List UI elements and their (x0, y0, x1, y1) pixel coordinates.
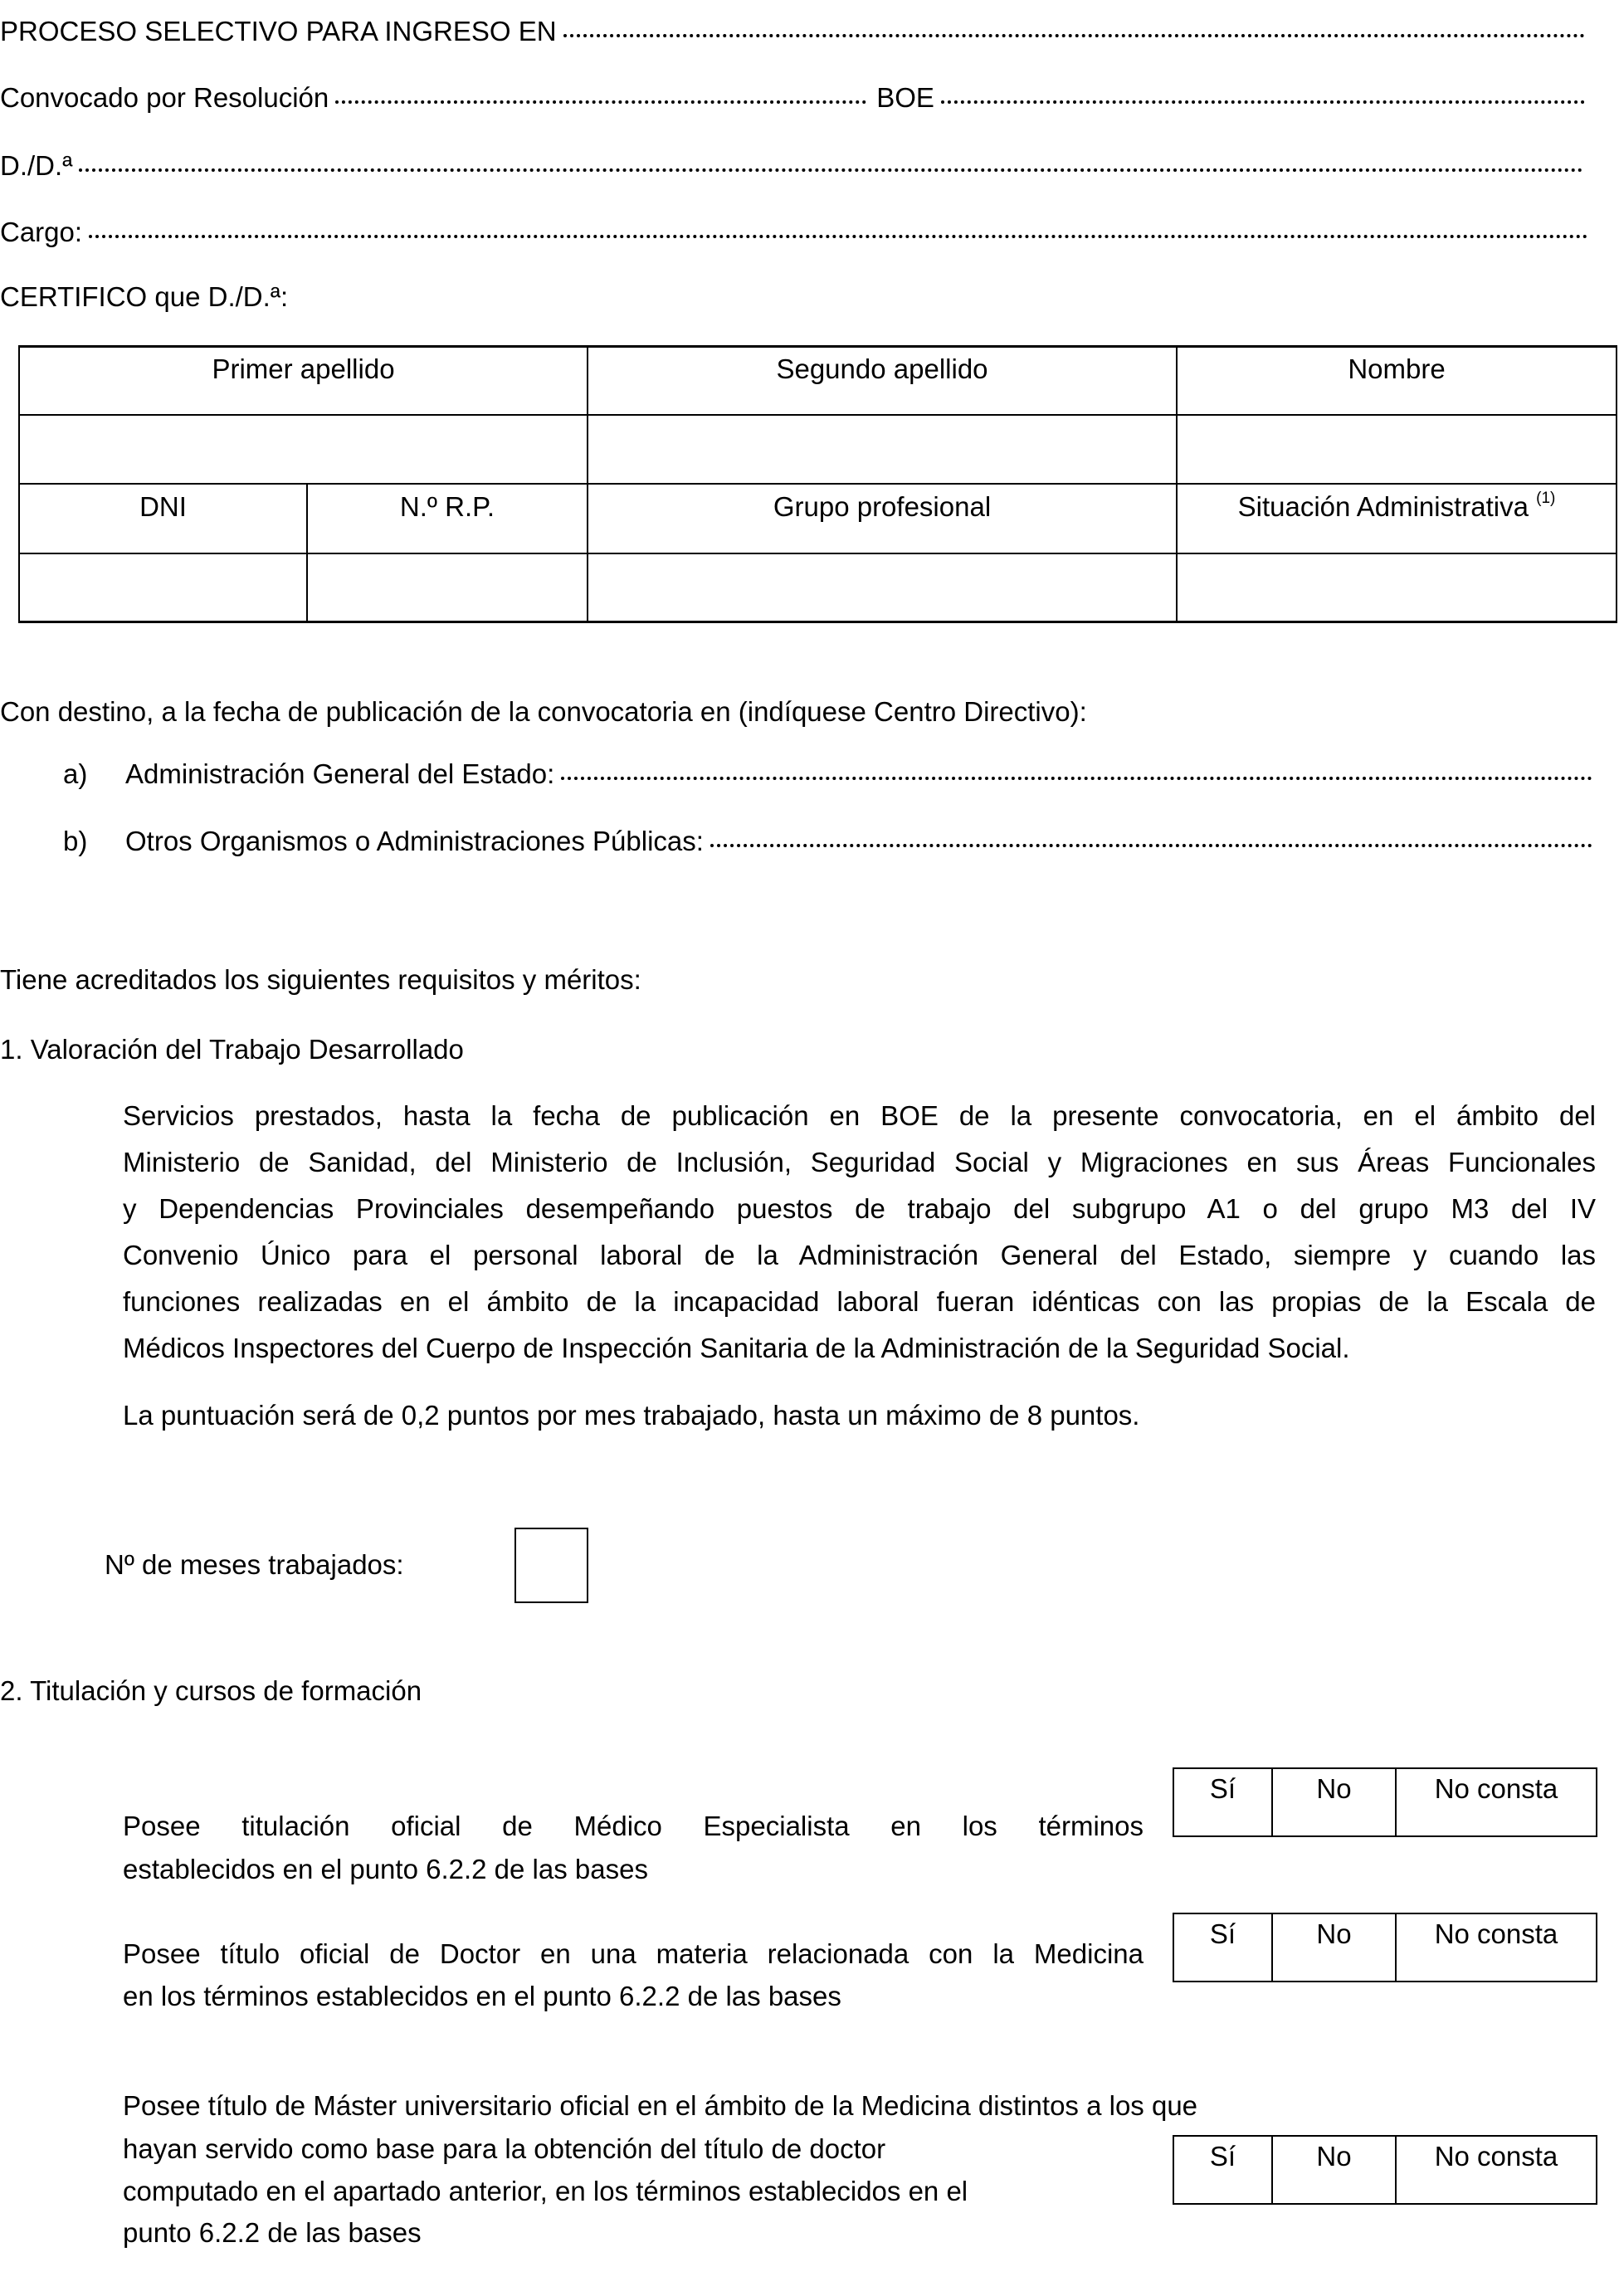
section2-title: 2. Titulación y cursos de formación (0, 1675, 422, 1706)
dni-field[interactable] (20, 554, 306, 621)
header-nombre: Nombre (1348, 353, 1446, 384)
proceso-selectivo-blank[interactable] (563, 34, 1585, 37)
situacion-administrativa-label: Situación Administrativa (1237, 491, 1529, 522)
dd-blank[interactable] (79, 168, 1583, 172)
item-text-line: hayan servido como base para la obtención del título de doctor (123, 2133, 886, 2164)
destino-intro: Con destino, a la fecha de publicación de la convocatoria en (indíquese Centro Directivo): (0, 696, 1087, 727)
option-no-consta[interactable]: No consta (1395, 1769, 1596, 1835)
option-no[interactable]: No (1271, 1769, 1395, 1835)
requisitos-intro: Tiene acreditados los siguientes requisitos y méritos: (0, 964, 641, 995)
header-nrp: N.º R.P. (399, 491, 495, 522)
footnote-marker: (1) (1536, 490, 1556, 507)
item-text-line: en los términos establecidos en el punto 6.2.2 de las bases (123, 1981, 841, 2011)
paragraph-line: Ministerio de Sanidad, del Ministerio de Inclusión, Seguridad Social y Migraciones en sus Áreas Funcionales (123, 1147, 1596, 1177)
scoring-text: La puntuación será de 0,2 puntos por mes trabajado, hasta un máximo de 8 puntos. (123, 1400, 1140, 1431)
nrp-field[interactable] (308, 554, 587, 621)
dd-label: D./D.ª (0, 150, 73, 181)
months-input-box[interactable] (514, 1528, 588, 1603)
header-situacion-administrativa (1178, 490, 1616, 524)
option-no-consta[interactable]: No consta (1395, 2137, 1596, 2203)
table-border-right (1616, 345, 1617, 623)
certifico-label: CERTIFICO que D./D.ª: (0, 281, 289, 312)
item-text-line: punto 6.2.2 de las bases (123, 2217, 422, 2248)
destino-option-a-label: Administración General del Estado: (125, 758, 555, 789)
convocado-label: Convocado por Resolución (0, 82, 329, 113)
item-text-line: establecidos en el punto 6.2.2 de las bases (123, 1854, 648, 1884)
table-border-bottom (18, 621, 1617, 623)
situacion-administrativa-field[interactable] (1178, 554, 1616, 621)
destino-option-a (125, 758, 1592, 791)
item-text-line: Posee título oficial de Doctor en una materia relacionada con la Medicina (123, 1938, 1144, 1969)
paragraph-line: Convenio Único para el personal laboral de la Administración General del Estado, siempre y cuando las (123, 1240, 1596, 1270)
item-text-line: Posee título de Máster universitario oficial en el ámbito de la Medicina distintos a los que (123, 2090, 1198, 2121)
primer-apellido-field[interactable] (20, 416, 587, 483)
boe-blank[interactable] (941, 100, 1585, 104)
option-table (1173, 1913, 1597, 1982)
option-no-consta[interactable]: No consta (1395, 1914, 1596, 1981)
cargo-blank[interactable] (89, 235, 1588, 238)
header-dni: DNI (139, 491, 187, 522)
destino-option-b-blank[interactable] (710, 844, 1592, 847)
proceso-selectivo-line (0, 15, 1585, 48)
option-si[interactable]: Sí (1209, 1918, 1236, 1949)
cargo-line (0, 216, 1588, 249)
item-text-line: computado en el apartado anterior, en los términos establecidos en el (123, 2176, 968, 2206)
nombre-field[interactable] (1178, 416, 1616, 483)
option-no[interactable]: No (1271, 2137, 1395, 2203)
paragraph-line: Médicos Inspectores del Cuerpo de Inspección Sanitaria de la Administración de la Seguridad Social. (123, 1333, 1350, 1363)
grupo-profesional-field[interactable] (588, 554, 1176, 621)
boe-label: BOE (876, 82, 934, 113)
option-si[interactable]: Sí (1209, 1773, 1236, 1804)
months-label: Nº de meses trabajados: (105, 1549, 404, 1580)
paragraph-line: Servicios prestados, hasta la fecha de publicación en BOE de la presente convocatoria, en el ámbito del (123, 1100, 1596, 1131)
option-table (1173, 1767, 1597, 1837)
destino-option-a-marker: a) (63, 758, 88, 789)
table-border-top (18, 345, 1617, 348)
destino-option-b (125, 825, 1592, 858)
resolucion-blank[interactable] (335, 100, 866, 104)
item-text-line: Posee titulación oficial de Médico Especialista en los términos (123, 1811, 1144, 1841)
option-table (1173, 2135, 1597, 2205)
paragraph-line: funciones realizadas en el ámbito de la incapacidad laboral fueran idénticas con las propias de la Escala de (123, 1286, 1596, 1317)
destino-option-b-label: Otros Organismos o Administraciones Públicas: (125, 826, 704, 856)
paragraph-line: y Dependencias Provinciales desempeñando puestos de trabajo del subgrupo A1 o del grupo M3 del IV (123, 1193, 1596, 1224)
dd-line (0, 149, 1583, 183)
option-no[interactable]: No (1271, 1914, 1395, 1981)
section1-title: 1. Valoración del Trabajo Desarrollado (0, 1034, 464, 1065)
table-rule (18, 483, 1617, 485)
destino-option-b-marker: b) (63, 826, 88, 856)
segundo-apellido-field[interactable] (588, 416, 1176, 483)
destino-option-a-blank[interactable] (561, 777, 1592, 780)
header-segundo-apellido: Segundo apellido (776, 353, 988, 384)
header-primer-apellido: Primer apellido (212, 353, 395, 384)
proceso-selectivo-label: PROCESO SELECTIVO PARA INGRESO EN (0, 16, 557, 46)
cargo-label: Cargo: (0, 217, 83, 247)
option-si[interactable]: Sí (1209, 2141, 1236, 2172)
convocado-line (0, 81, 1585, 115)
header-grupo-profesional: Grupo profesional (773, 491, 992, 522)
